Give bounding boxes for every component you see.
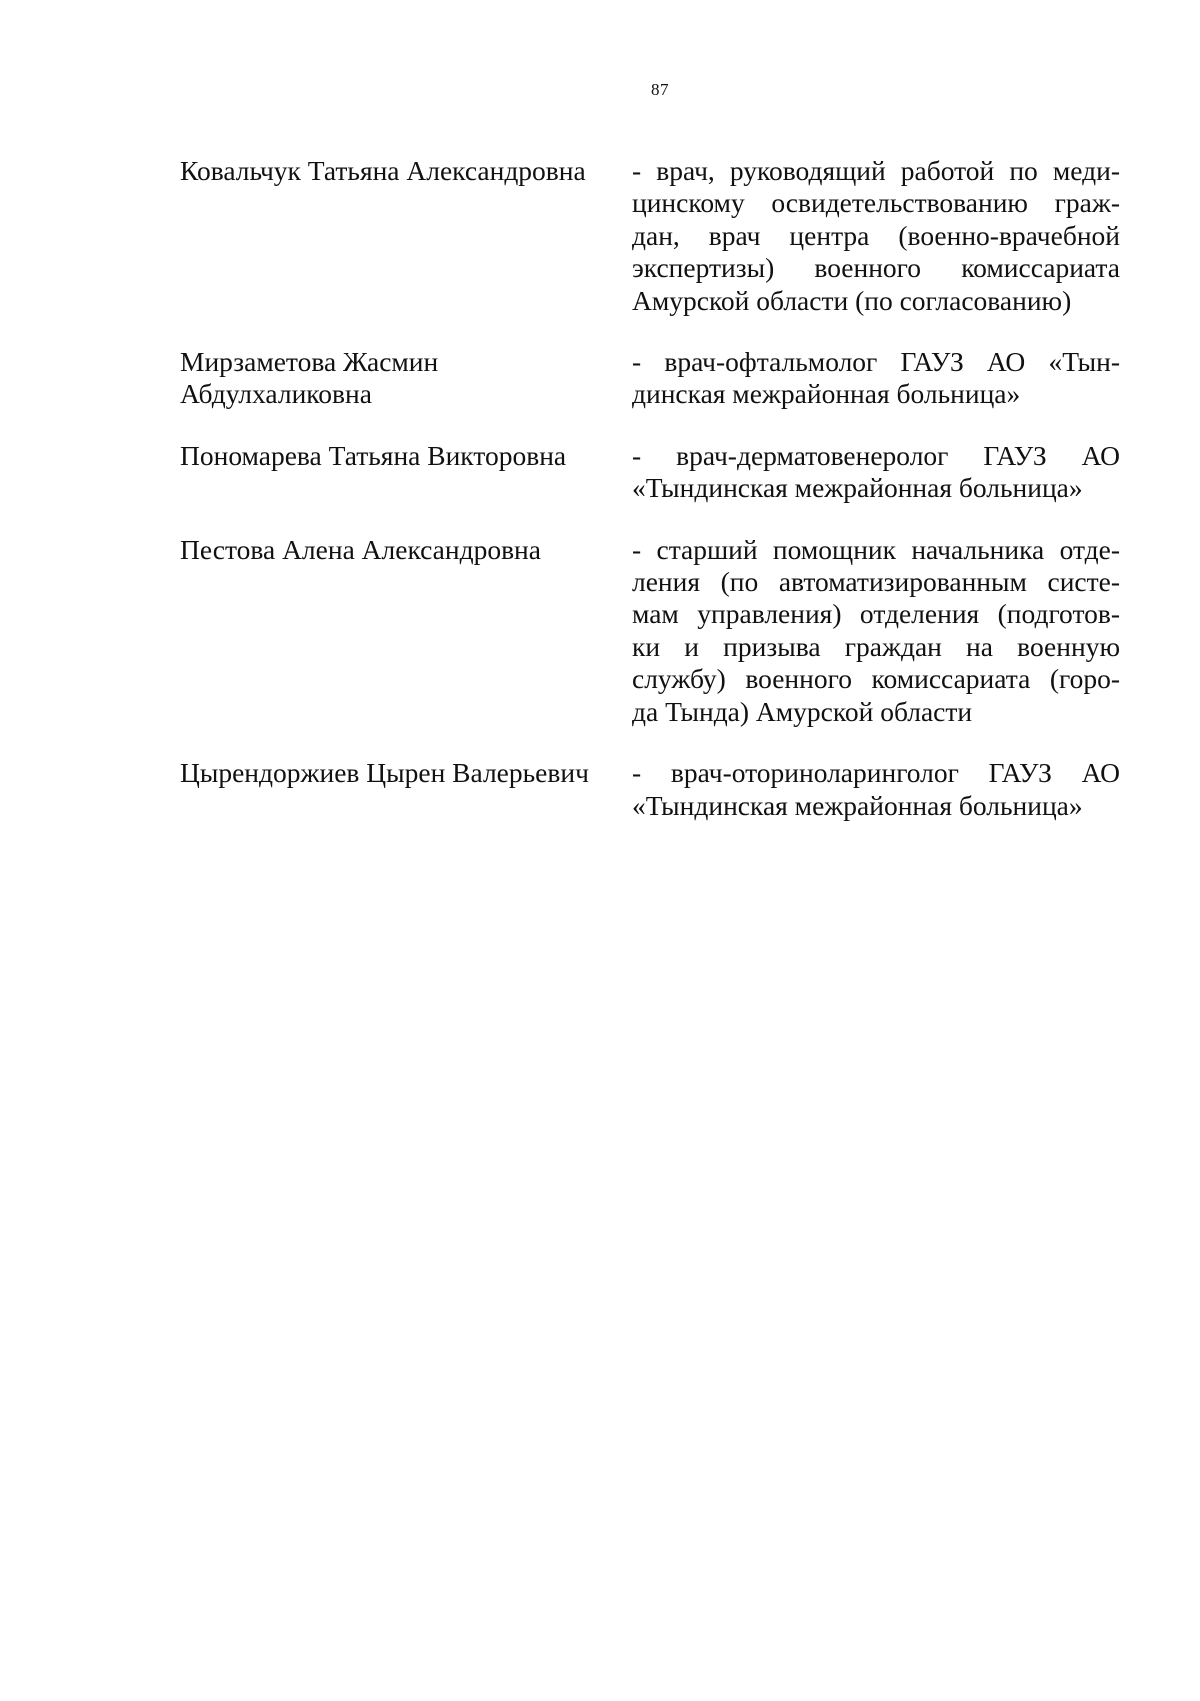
position-line: - старший помощник начальника отде- (632, 533, 1120, 565)
position-line: динская межрайонная больница» (632, 378, 1021, 410)
member-position (632, 440, 1120, 505)
position-line: дан, врач центра (военно-врачебной (632, 219, 1120, 251)
position-line: цинскому освидетельствованию граж- (632, 187, 1120, 219)
position-line: - врач-дерматовенеролог ГАУЗ АО (632, 439, 1120, 471)
member-name-line: Пестова Алена Александровна (180, 533, 541, 565)
member-name-line: Ковальчук Татьяна Александровна (180, 155, 586, 186)
list-item (180, 534, 1120, 728)
member-position (632, 534, 1120, 728)
list-item (180, 757, 1120, 822)
commission-member-list (180, 155, 1120, 851)
position-line: - врач-оториноларинголог ГАУЗ АО (632, 757, 1120, 789)
member-position (632, 346, 1120, 411)
position-line: мам управления) отделения (подготов- (632, 598, 1120, 630)
member-name (180, 534, 632, 566)
member-name (180, 440, 632, 472)
position-line: «Тындинская межрайонная больница» (632, 472, 1083, 504)
position-line: службу) военного комиссариата (горо- (632, 663, 1120, 695)
position-line: - врач, руководящий работой по меди- (632, 155, 1120, 186)
member-name-line: Мирзаметова Жасмин (180, 346, 439, 378)
position-line: экспертизы) военного комиссариата (632, 252, 1120, 284)
member-name-line: Цырендоржиев Цырен Валерьевич (180, 757, 589, 789)
member-name (180, 155, 632, 187)
position-line: «Тындинская межрайонная больница» (632, 789, 1083, 821)
position-line: Амурской области (по согласованию) (632, 284, 1072, 316)
position-line: ки и призыва граждан на военную (632, 630, 1120, 662)
member-name (180, 346, 632, 411)
list-item (180, 155, 1120, 317)
member-name-line: Пономарева Татьяна Викторовна (180, 439, 567, 471)
position-line: ления (по автоматизированным систе- (632, 566, 1120, 598)
position-line: да Тында) Амурской области (632, 695, 973, 727)
position-line: - врач-офтальмолог ГАУЗ АО «Тын- (632, 346, 1120, 378)
member-position (632, 155, 1120, 317)
list-item (180, 440, 1120, 505)
member-name (180, 757, 632, 789)
member-position (632, 757, 1120, 822)
list-item (180, 346, 1120, 411)
member-name-line: Абдулхаликовна (180, 378, 372, 410)
page-number: 87 (651, 80, 669, 99)
